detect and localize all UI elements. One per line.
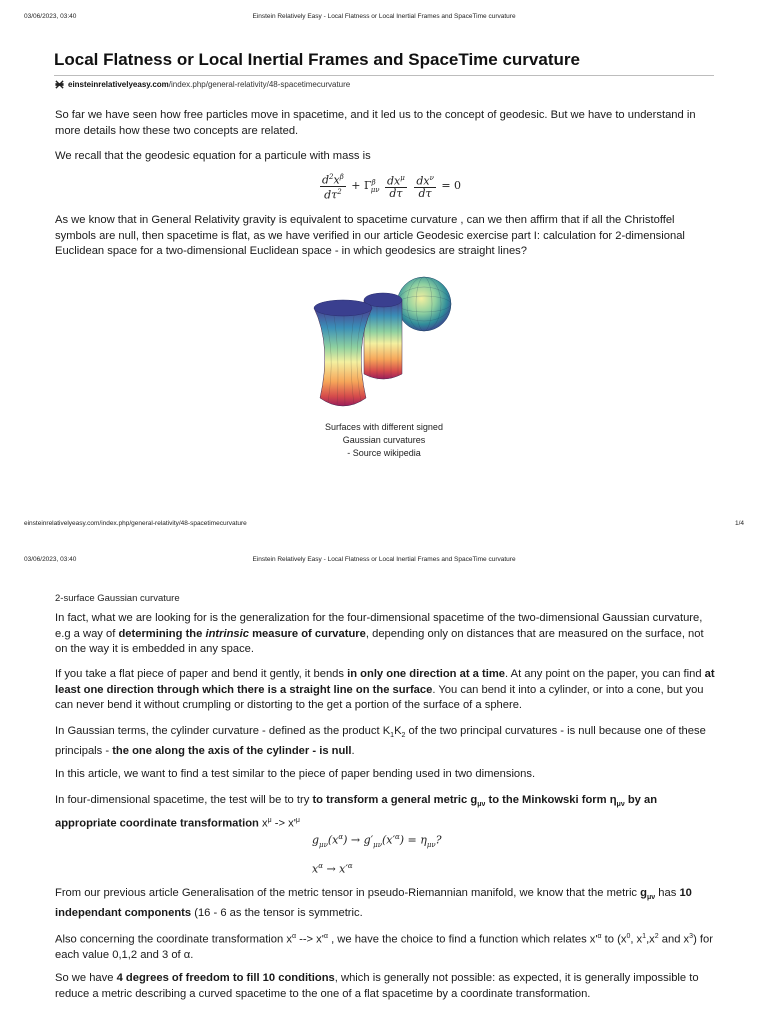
paragraph-intro bbox=[55, 108, 715, 139]
test-text: In this article, we want to find a test similar to the piece of paper bending used in two dimensions. bbox=[55, 768, 536, 780]
caption-line-3: - Source wikipedia bbox=[347, 448, 421, 458]
paragraph-test bbox=[55, 767, 715, 783]
coordinate-transform-equation: $x^\alpha \to x'^\alpha$ bbox=[312, 862, 353, 876]
caption-line-1: Surfaces with different signed bbox=[325, 422, 443, 432]
caption-line-2: Gaussian curvatures bbox=[342, 435, 426, 445]
paragraph-degrees-of-freedom: So we have 4 degrees of freedom to fill 10 conditions, which is generally not possible: as expected, it is generally impossible to reduce a metric describing a curved spacetime to the one of a flat spacetime by a coordinate transformation. bbox=[55, 972, 699, 1000]
metric-transform-equation: $g_{\mu\nu}(x^\alpha) \to g'_{\mu\nu}(x'^\alpha) = \eta_{\mu\nu}$? bbox=[312, 833, 442, 849]
paragraph-cylinder-curvature: In Gaussian terms, the cylinder curvature - defined as the product $K_1K_2$ of the two principal curvatures - is null because one of these principals - the one along the axis of the cylinder - is null. bbox=[55, 725, 706, 757]
image-label: 2-surface Gaussian curvature bbox=[55, 593, 180, 604]
source-link[interactable] bbox=[55, 80, 350, 89]
paragraph-christoffel bbox=[55, 213, 715, 260]
source-favicon-icon bbox=[55, 80, 64, 89]
paragraph-paper-bending: If you take a flat piece of paper and bend it gently, it bends in only one direction at a time. At any point on the paper, you can find at least one direction through which there is a straight line on the surface. You can bend it into a cylinder, or into a cone, but you can never bend it without crumpling or distorting to the get a portion of the surface of a sphere. bbox=[55, 668, 715, 711]
paragraph-generalization: In fact, what we are looking for is the generalization for the four-dimensional spacetime of the two-dimensional Gaussian curvature, e.g a way of determining the intrinsic measure of curvature, depending only on distances that are measured on the surface, not on the way it is embedded in any space. bbox=[55, 612, 704, 655]
print-date: 03/06/2023, 03:40 bbox=[24, 556, 77, 563]
print-date: 03/06/2023, 03:40 bbox=[24, 13, 77, 20]
geodesic-equation: $\frac{d^2x^\beta}{d\tau^2}$ + $\Gamma^\beta_{\mu\nu}$ $\frac{dx^\mu}{d\tau}$ $\frac{dx^\nu}{d\tau}$ = 0 bbox=[322, 173, 462, 202]
paragraph-geodesic-recall bbox=[55, 149, 715, 165]
christoffel-question-text: As we know that in General Relativity gravity is equivalent to spacetime curvature , can we then affirm that if all the Christoffel symbols are null, then spacetime is flat, as we have verified in our article Geodesic exercise part I: calculation for 2-dimensional Euclidean space for a two-dimensional Euclidean space - in which geodesics are straight lines? bbox=[55, 214, 685, 257]
paragraph-coordinate-choice: Also concerning the coordinate transformation $x^\alpha$ --> $x'^\alpha$ , we have the choice to find a function which relates $x'^\alpha$ to ($x^0$, $x^1,x^2$ and $x^3$) for each value 0,1,2 and 3 of α. bbox=[55, 933, 713, 962]
title-divider bbox=[54, 75, 714, 76]
source-domain[interactable]: einsteinrelativelyeasy.com bbox=[68, 80, 169, 89]
page-title: Local Flatness or Local Inertial Frames and SpaceTime curvature bbox=[54, 50, 580, 69]
print-title: Einstein Relatively Easy - Local Flatness or Local Inertial Frames and SpaceTime curvature bbox=[252, 556, 516, 563]
paragraph-minkowski: In four-dimensional spacetime, the test will be to try to transform a general metric $g_{\mu\nu}$ to the Minkowski form $\eta_{\mu\nu}$ by an appropriate coordinate transformation $x^\mu -> x'^\mu$ bbox=[55, 794, 658, 830]
gaussian-surfaces-image bbox=[310, 276, 460, 416]
paragraph-independent-components: From our previous article Generalisation of the metric tensor in pseudo-Riemannian manifold, we know that the metric $g_{\mu\nu}$ has 10 independant components (16 - 6 as the tensor is symmetric. bbox=[55, 887, 692, 919]
geodesic-recall-text: We recall that the geodesic equation for a particule with mass is bbox=[55, 150, 371, 162]
print-title: Einstein Relatively Easy - Local Flatness or Local Inertial Frames and SpaceTime curvature bbox=[252, 13, 516, 20]
figure-caption bbox=[300, 421, 468, 460]
intro-text: So far we have seen how free particles move in spacetime, and it led us to the concept of geodesic. But we have to understand in more details how these two concepts are related. bbox=[55, 109, 696, 137]
source-path[interactable]: /index.php/general-relativity/48-spacetimecurvature bbox=[168, 80, 351, 89]
footer-page-number: 1/4 bbox=[734, 520, 744, 527]
footer-url: einsteinrelativelyeasy.com/index.php/general-relativity/48-spacetimecurvature bbox=[24, 520, 247, 527]
